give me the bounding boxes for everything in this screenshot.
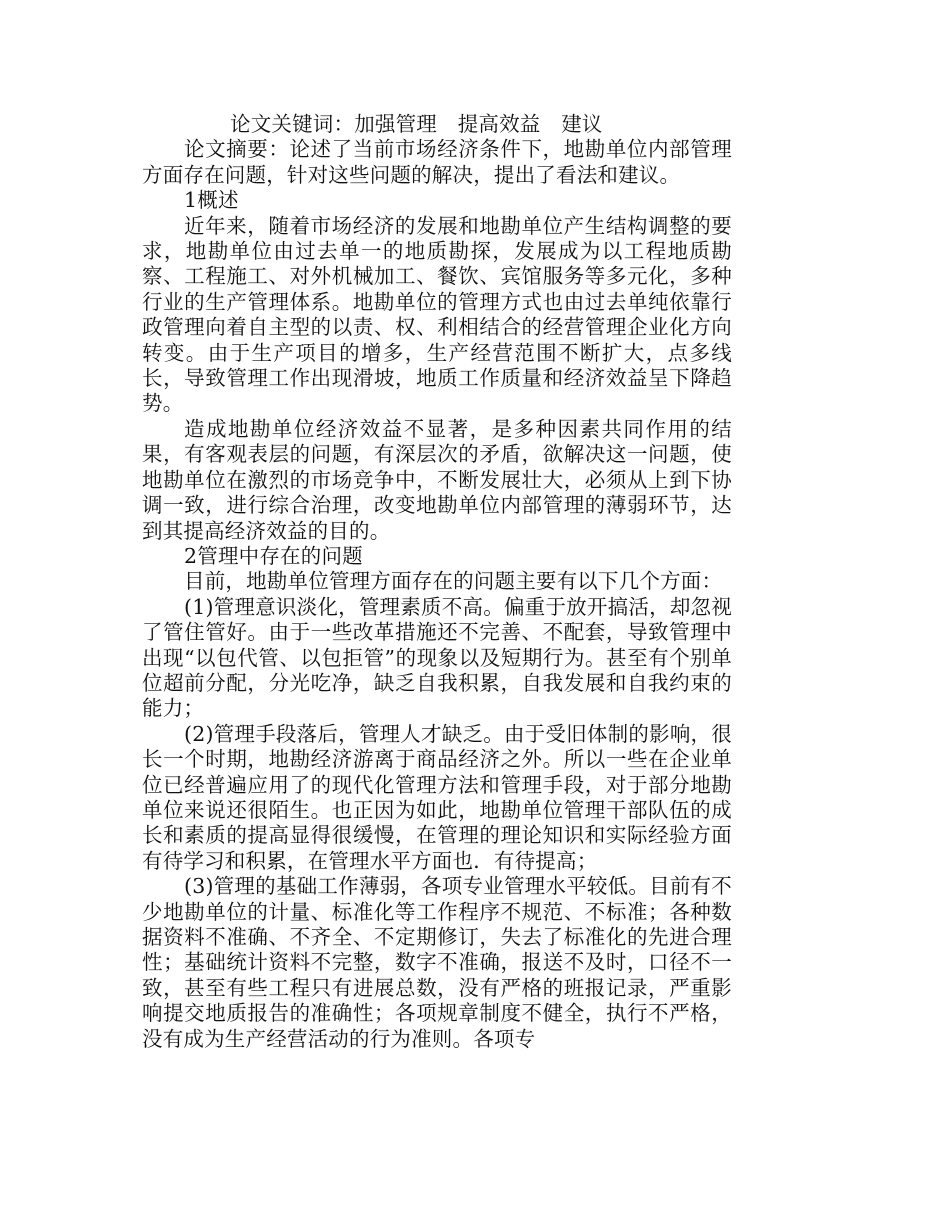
list-item-2: (2)管理手段落后，管理人才缺乏。由于受旧体制的影响，很长一个时期，地勘经济游离于商品经济之外。所以一些在企业单位已经普遍应用了的现代化管理方法和管理手段，对于部分地勘单位来说还很陌生。也正因为如此，地勘单位管理干部队伍的成长和素质的提高显得很缓慢，在管理的理论知识和实际经验方面有待学习和积累，在管理水平方面也．有待提高； — [142, 721, 732, 873]
section-1-paragraph-2: 造成地勘单位经济效益不显著，是多种因素共同作用的结果，有客观表层的问题，有深层次的矛盾，欲解决这一问题，使地勘单位在激烈的市场竞争中，不断发展壮大，必须从上到下协调一致，进行综合治理，改变地勘单位内部管理的薄弱环节，达到其提高经济效益的目的。 — [142, 416, 732, 543]
document-body — [142, 112, 732, 1052]
section-1-paragraph-1: 近年来，随着市场经济的发展和地勘单位产生结构调整的要求，地勘单位由过去单一的地质勘探，发展成为以工程地质勘察、工程施工、对外机械加工、餐饮、宾馆服务等多元化，多种行业的生产管理体系。地勘单位的管理方式也由过去单纯依靠行政管理向着自主型的以责、权、利相结合的经营管理企业化方向转变。由于生产项目的增多，生产经营范围不断扩大，点多线长，导致管理工作出现滑坡，地质工作质量和经济效益呈下降趋势。 — [142, 213, 732, 416]
keywords-line: 论文关键词：加强管理 提高效益 建议 — [230, 112, 603, 136]
section-2-heading: 2管理中存在的问题 — [184, 543, 363, 568]
section-2-intro: 目前，地勘单位管理方面存在的问题主要有以下几个方面： — [184, 569, 723, 594]
list-item-3: (3)管理的基础工作薄弱，各项专业管理水平较低。目前有不少地勘单位的计量、标准化等工作程序不规范、不标准；各种数据资料不准确、不齐全、不定期修订，失去了标准化的先进合理性；基础统计资料不完整，数字不准确，报送不及时，口径不一致，甚至有些工程只有进展总数，没有严格的班报记录，严重影响提交地质报告的准确性；各项规章制度不健全，执行不严格，没有成为生产经营活动的行为准则。各项专 — [142, 874, 732, 1051]
section-1-heading: 1概述 — [184, 188, 239, 213]
list-item-1: (1)管理意识淡化，管理素质不高。偏重于放开搞活，却忽视了管住管好。由于一些改革措施还不完善、不配套，导致管理中出现“以包代管、以包拒管”的现象以及短期行为。甚至有个别单位超前分配，分光吃净，缺乏自我积累，自我发展和自我约束的能力； — [142, 594, 732, 721]
abstract-paragraph: 论文摘要：论述了当前市场经济条件下，地勘单位内部管理方面存在问题，针对这些问题的解决，提出了看法和建议。 — [142, 137, 732, 187]
